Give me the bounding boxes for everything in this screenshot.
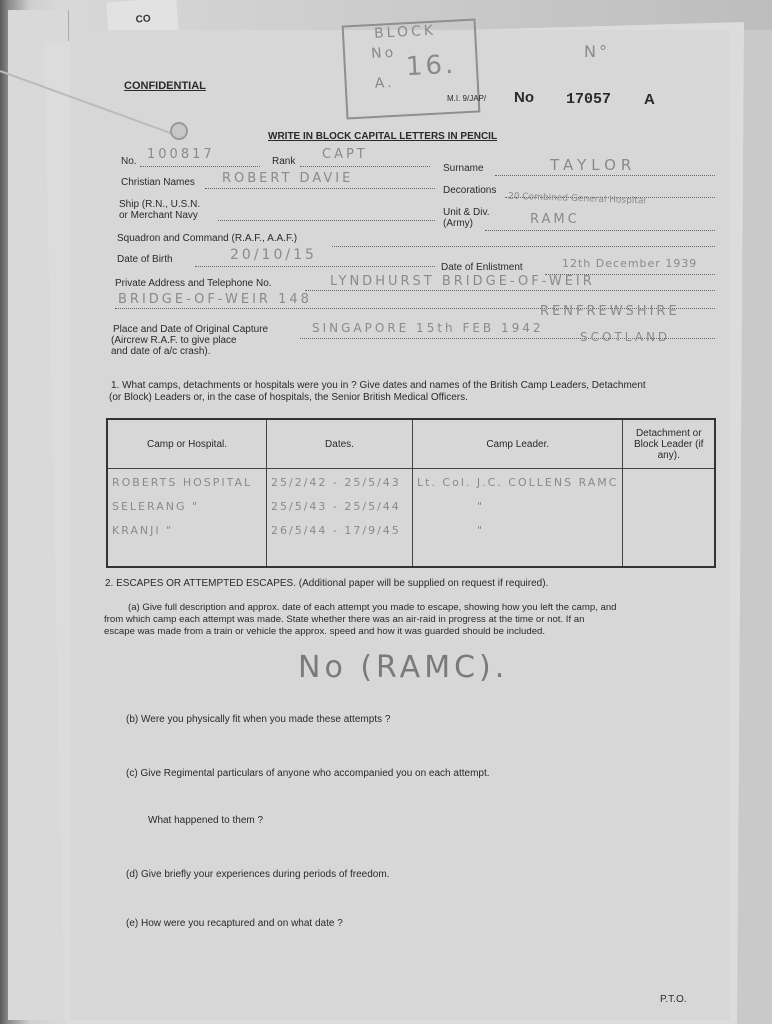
unit-dotted-line — [485, 230, 715, 231]
question-1-line-1: 1. What camps, detachments or hospitals were you in ? Give dates and names of the British Camp Leaders, Detachment — [111, 380, 646, 391]
question-2-title: 2. ESCAPES OR ATTEMPTED ESCAPES. (Additional paper will be supplied on request if required). — [105, 578, 549, 589]
ship-label-1: Ship (R.N., U.S.N. — [119, 199, 201, 210]
camp-column — [107, 469, 267, 568]
header-dates: Dates. — [267, 419, 413, 469]
christian-names-dotted-line — [205, 188, 435, 189]
capture-label-3: and date of a/c crash). — [111, 346, 211, 357]
ship-label-2: or Merchant Navy — [119, 210, 198, 221]
surname-dotted-line — [495, 175, 715, 176]
stamp-line-1: BLOCK — [373, 22, 437, 42]
question-2d: (d) Give briefly your experiences during periods of freedom. — [126, 869, 390, 880]
form-suffix: A — [644, 91, 655, 108]
table-cell: Lt. Col. J.C. COLLENS RAMC — [417, 476, 619, 489]
address-line-3: RENFREWSHIRE — [540, 304, 680, 319]
question-2b: (b) Were you physically fit when you made these attempts ? — [126, 714, 391, 725]
question-2a-line-2: from which camp each attempt was made. State whether there was an air-raid in progress at the time or not. If an — [104, 614, 585, 625]
enlistment-value: 12th December 1939 — [562, 257, 698, 270]
address-dotted-line-1 — [305, 290, 715, 291]
question-2e: (e) How were you recaptured and on what date ? — [126, 918, 343, 929]
capture-value: SINGAPORE 15th FEB 1942 — [312, 321, 544, 335]
dates-column — [267, 469, 413, 568]
stamp-line-4: A. — [374, 74, 395, 92]
address-line-1: LYNDHURST BRIDGE-OF-WEIR — [330, 274, 595, 289]
decorations-label: Decorations — [443, 185, 497, 196]
no-value: 100817 — [147, 147, 215, 162]
address-label: Private Address and Telephone No. — [115, 278, 272, 289]
detachment-column — [623, 469, 715, 568]
question-2c: (c) Give Regimental particulars of anyone who accompanied you on each attempt. — [126, 768, 490, 779]
instruction-heading: WRITE IN BLOCK CAPITAL LETTERS IN PENCIL — [268, 131, 498, 142]
table-cell: ROBERTS HOSPITAL — [112, 476, 253, 489]
stamp-line-2: No — [370, 44, 397, 63]
leader-column — [413, 469, 623, 568]
christian-names-value: ROBERT DAVIE — [222, 171, 354, 186]
confidential-label: CONFIDENTIAL — [124, 80, 206, 92]
capture-value-2: SCOTLAND — [580, 330, 671, 344]
punch-hole — [170, 122, 188, 140]
table-cell: 25/5/43 - 25/5/44 — [271, 500, 401, 513]
stamp-line-3: 16. — [405, 49, 457, 83]
table-cell: " — [477, 500, 485, 513]
christian-names-label: Christian Names — [121, 177, 195, 188]
surname-label: Surname — [443, 163, 484, 174]
block-stamp — [342, 19, 481, 120]
table-cell — [627, 519, 710, 543]
rank-label: Rank — [272, 156, 296, 167]
form-reference: M.I. 9/JAP/ — [447, 94, 487, 103]
escape-answer: No (RAMC). — [298, 650, 509, 685]
dob-label: Date of Birth — [117, 254, 173, 265]
rank-value: CAPT — [322, 147, 368, 162]
header-detachment: Detachment or Block Leader (if any). — [623, 419, 715, 469]
surname-value: TAYLOR — [550, 156, 637, 174]
unit-value: RAMC — [530, 212, 580, 227]
question-2a-line-1: (a) Give full description and approx. date of each attempt you made to escape, showing how you left the camp, and — [128, 602, 617, 613]
header-camp: Camp or Hospital. — [107, 419, 267, 469]
header-leader: Camp Leader. — [413, 419, 623, 469]
squadron-dotted-line — [332, 246, 715, 247]
question-2a-line-3: escape was made from a train or vehicle the approx. speed and how it was guarded should be included. — [104, 626, 546, 637]
question-2c-followup: What happened to them ? — [148, 815, 264, 826]
form-number: 17057 — [566, 91, 612, 108]
enlistment-label: Date of Enlistment — [441, 262, 523, 273]
rank-dotted-line — [300, 166, 430, 167]
no-label: No. — [121, 156, 137, 167]
table-body-row — [107, 469, 715, 568]
dob-value: 20/10/15 — [230, 247, 317, 263]
unit-label-2: (Army) — [443, 218, 473, 229]
no-dotted-line — [140, 166, 260, 167]
table-cell — [627, 495, 710, 519]
table-cell: 25/2/42 - 25/5/43 — [271, 476, 401, 489]
squadron-label: Squadron and Command (R.A.F., A.A.F.) — [117, 233, 298, 244]
unit-label-1: Unit & Div. — [443, 207, 490, 218]
address-line-2: BRIDGE-OF-WEIR 148 — [118, 292, 312, 307]
corner-note: N° — [584, 42, 610, 61]
table-cell: SELERANG " — [112, 500, 200, 513]
capture-label-1: Place and Date of Original Capture — [113, 324, 269, 335]
table-cell: KRANJI " — [112, 524, 174, 537]
table-cell — [627, 471, 710, 495]
table-cell: " — [477, 524, 485, 537]
camps-table — [106, 418, 716, 568]
dob-dotted-line — [195, 266, 435, 267]
ship-dotted-line — [218, 220, 435, 221]
pto-label: P.T.O. — [660, 994, 687, 1005]
number-label: No — [514, 89, 534, 106]
decorations-value: 20 Combined General Hospital — [507, 191, 647, 207]
question-1-line-2: (or Block) Leaders or, in the case of hospitals, the Senior British Medical Officers. — [109, 392, 468, 403]
table-header-row — [107, 419, 715, 469]
tab-label: CO — [135, 13, 152, 26]
capture-label-2: (Aircrew R.A.F. to give place — [111, 335, 237, 346]
table-cell: 26/5/44 - 17/9/45 — [271, 524, 401, 537]
